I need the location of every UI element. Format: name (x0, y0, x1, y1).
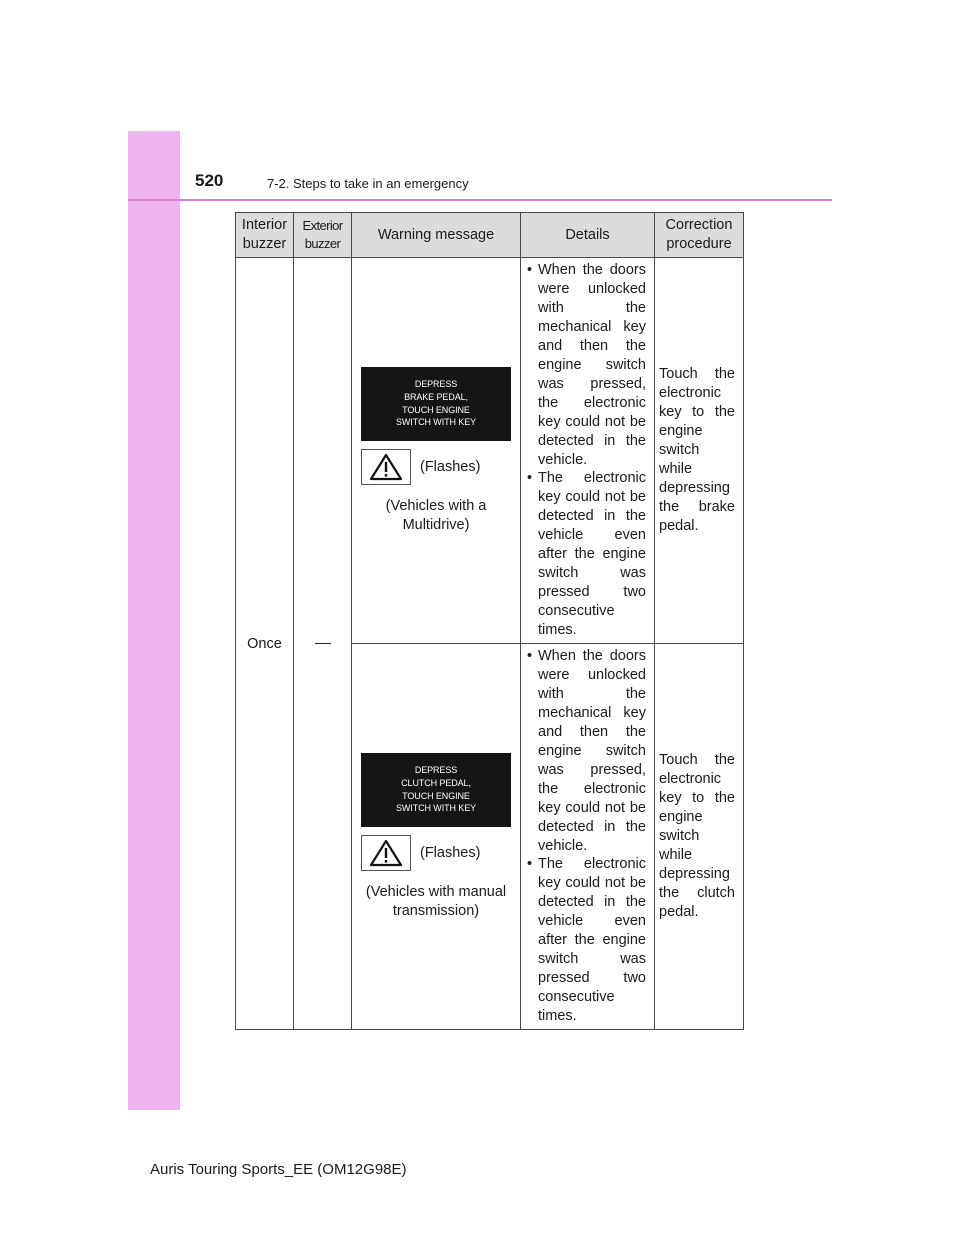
vehicle-note: (Vehicles with a Multidrive) (385, 497, 487, 533)
exterior-buzzer-cell (294, 258, 352, 1030)
detail-item: • When the doors were unlocked with the mechanical key and then the engine switch was pressed, the electronic key could not be detected in the vehicle. (527, 261, 646, 469)
flash-indicator (361, 835, 519, 871)
col-correction-procedure: Correction procedure (655, 213, 744, 258)
col-warning-message: Warning message (352, 213, 521, 258)
chapter-tab (128, 131, 180, 1110)
details-cell (521, 258, 655, 644)
table-row (236, 258, 744, 644)
display-screen: DEPRESS BRAKE PEDAL, TOUCH ENGINE SWITCH WITH KEY (361, 367, 511, 441)
warning-message-cell (352, 644, 521, 1030)
warning-table (235, 212, 744, 1030)
interior-buzzer-cell: Once (236, 258, 294, 1030)
dash-mark (315, 643, 331, 644)
display-screen: DEPRESS CLUTCH PEDAL, TOUCH ENGINE SWITCH WITH KEY (361, 753, 511, 827)
warning-triangle-icon (361, 449, 411, 485)
correction-cell: Touch the electronic key to the engine switch while depressing the brake pedal. (655, 258, 744, 644)
warning-triangle-icon (361, 835, 411, 871)
detail-item: • The electronic key could not be detected in the vehicle even after the engine switch was pressed two consecutive times. (527, 469, 646, 639)
footer-model: Auris Touring Sports_EE (OM12G98E) (150, 1161, 407, 1178)
correction-cell: Touch the electronic key to the engine switch while depressing the clutch pedal. (655, 644, 744, 1030)
flash-label: (Flashes) (420, 458, 481, 475)
flash-indicator (361, 449, 519, 485)
vehicle-note: (Vehicles with manual transmission) (365, 883, 507, 919)
col-interior-buzzer: Interior buzzer (236, 213, 294, 258)
section-title: 7-2. Steps to take in an emergency (267, 176, 469, 191)
table-header-row (236, 213, 744, 258)
detail-item: • When the doors were unlocked with the mechanical key and then the engine switch was pressed, the electronic key could not be detected in the vehicle. (527, 647, 646, 855)
col-details: Details (521, 213, 655, 258)
detail-item: • The electronic key could not be detected in the vehicle even after the engine switch was pressed two consecutive times. (527, 855, 646, 1025)
flash-label: (Flashes) (420, 844, 481, 861)
col-exterior-buzzer: Exterior buzzer (294, 213, 352, 258)
page-number: 520 (195, 171, 224, 190)
details-cell (521, 644, 655, 1030)
warning-message-cell (352, 258, 521, 644)
header-rule (128, 199, 832, 201)
